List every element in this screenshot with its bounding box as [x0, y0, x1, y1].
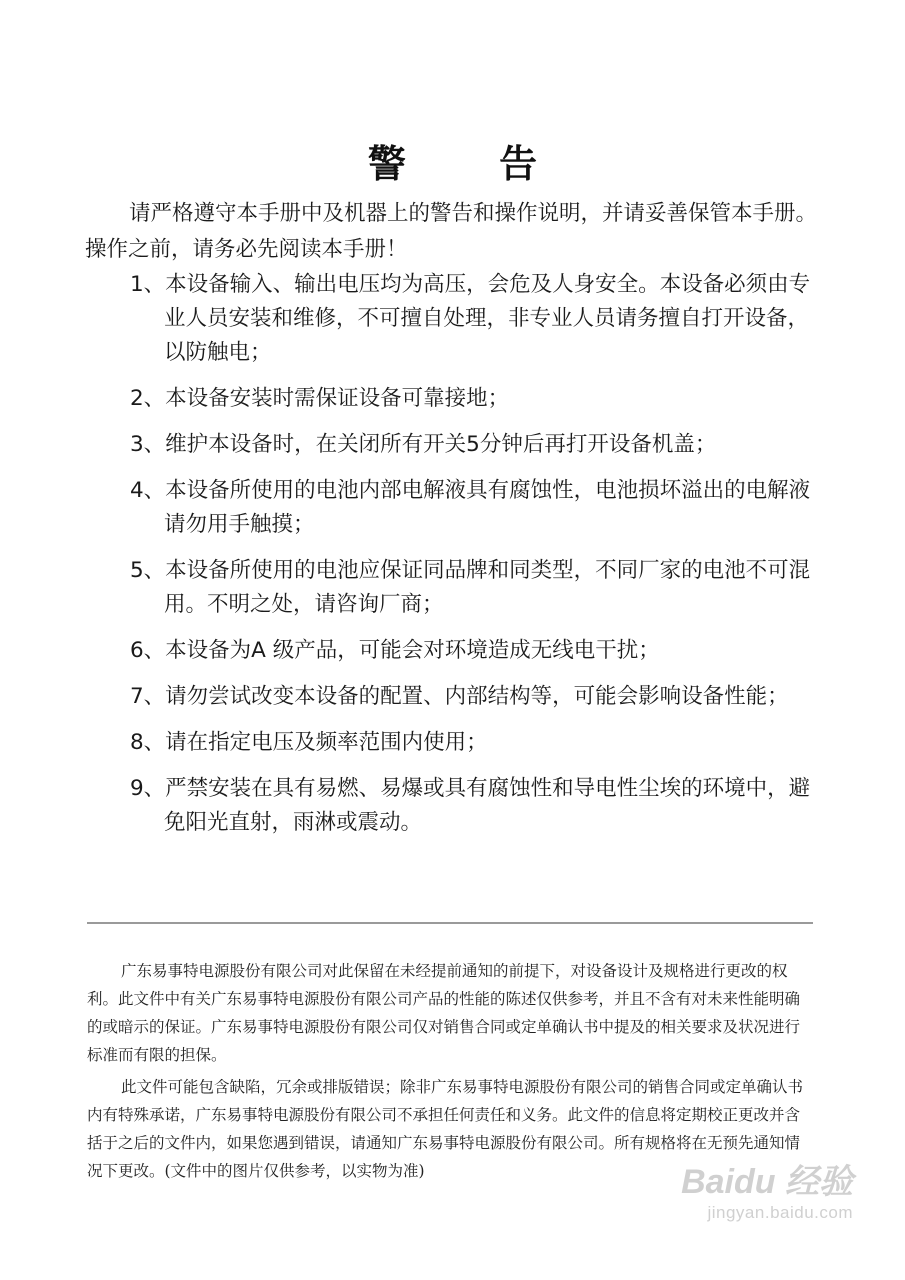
watermark-url: jingyan.baidu.com: [707, 1203, 853, 1222]
warning-list: [130, 268, 830, 852]
warning-item-5: 5、本设备所使用的电池应保证同品牌和同类型，不同厂家的电池不可混用。不明之处，请咨询厂商；: [130, 558, 811, 617]
warning-item-7: 7、请勿尝试改变本设备的配置、内部结构等，可能会影响设备性能；: [130, 684, 789, 709]
warning-item-9: 9、严禁安装在具有易燃、易爆或具有腐蚀性和导电性尘埃的环境中，避免阳光直射，雨淋或震动。: [130, 776, 811, 835]
disclaimer-paragraph-2: 此文件可能包含缺陷，冗余或排版错误；除非广东易事特电源股份有限公司的销售合同或定单确认书内有特殊承诺，广东易事特电源股份有限公司不承担任何责任和义务。此文件的信息将定期校正更改并含括于之后的文件内，如果您遇到错误，请通知广东易事特电源股份有限公司。所有规格将在无预先通知情况下更改。(文件中的图片仅供参考，以实物为准): [87, 1078, 804, 1180]
page-title: 警 告: [367, 142, 578, 187]
warning-item-3: 3、维护本设备时，在关闭所有开关5分钟后再打开设备机盖；: [130, 432, 717, 457]
watermark-brand: Baidu 经验: [681, 1163, 853, 1201]
warning-item-8: 8、请在指定电压及频率范围内使用；: [130, 730, 488, 755]
warning-item-2: 2、本设备安装时需保证设备可靠接地；: [130, 386, 510, 411]
warning-item-6: 6、本设备为A 级产品，可能会对环境造成无线电干扰；: [130, 638, 660, 663]
disclaimer-paragraph-1: 广东易事特电源股份有限公司对此保留在未经提前通知的前提下，对设备设计及规格进行更改的权利。此文件中有关广东易事特电源股份有限公司产品的性能的陈述仅供参考，并且不含有对未来性能明确的或暗示的保证。广东易事特电源股份有限公司仅对销售合同或定单确认书中提及的相关要求及状况进行标准而有限的担保。: [87, 962, 801, 1064]
warning-item-4: 4、本设备所使用的电池内部电解液具有腐蚀性，电池损坏溢出的电解液请勿用手触摸；: [130, 478, 811, 537]
section-divider: [87, 922, 813, 924]
baidu-jingyan-watermark: [653, 1162, 853, 1224]
intro-paragraph: 请严格遵守本手册中及机器上的警告和操作说明，并请妥善保管本手册。操作之前，请务必先阅读本手册！: [85, 201, 818, 262]
warning-item-1: 1、本设备输入、输出电压均为高压，会危及人身安全。本设备必须由专业人员安装和维修，不可擅自处理，非专业人员请务擅自打开设备，以防触电；: [130, 272, 811, 365]
